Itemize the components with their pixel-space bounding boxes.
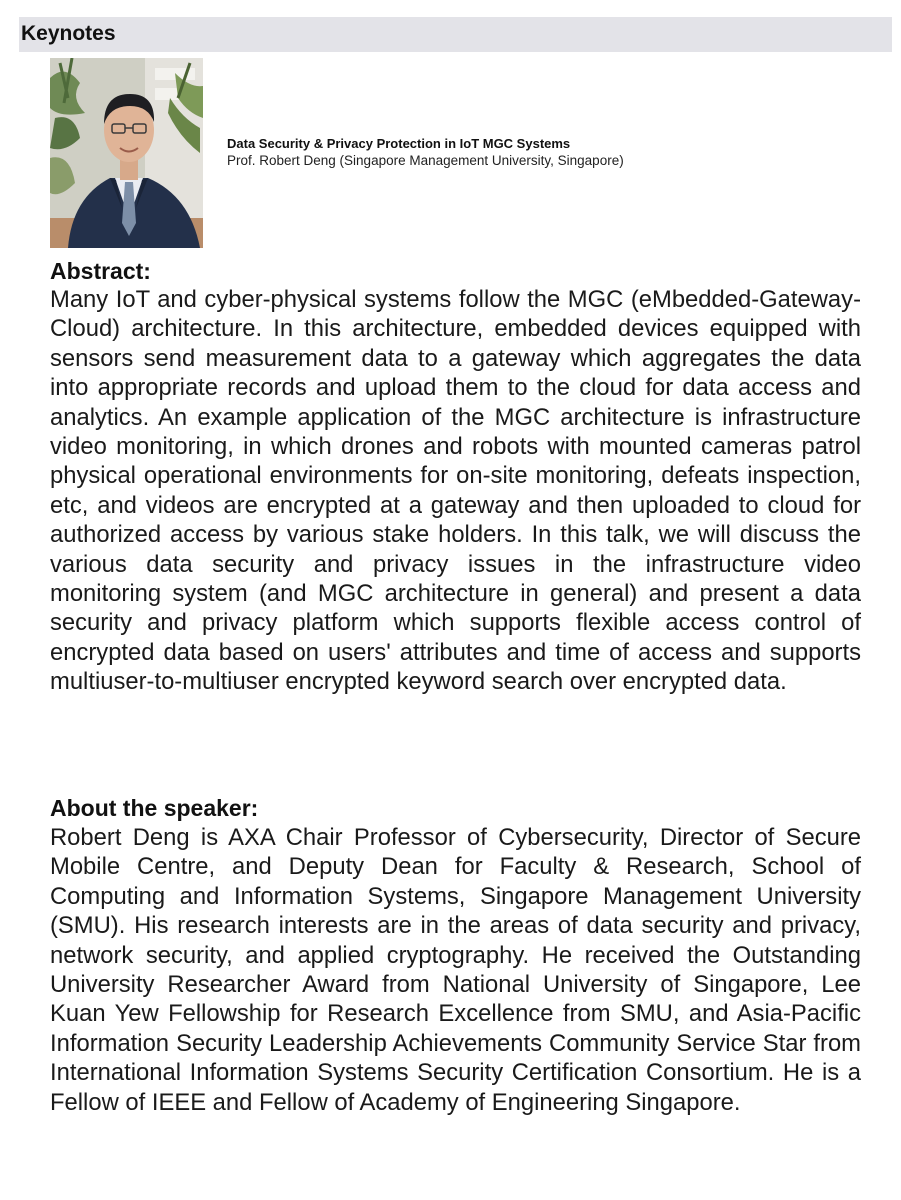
abstract-text: Many IoT and cyber-physical systems follow the MGC (eMbedded-Gateway-Cloud) architecture. In this architecture, embedded devices equipped with sensors send measurement data to a gateway which aggregates the data into appropriate records and upload them to the cloud for data access and analytics. An example application of the MGC architecture is infrastructure video monitoring, in which drones and robots with mounted cameras patrol physical operational environments for on-site monitoring, defeats inspection, etc, and videos are encrypted at a gateway and then uploaded to cloud for authorized access by various stake holders. In this talk, we will discuss the various data security and privacy issues in the infrastructure video monitoring system (and MGC architecture in general) and present a data security and privacy platform which supports flexible access control of encrypted data based on users' attributes and time of access and supports multiuser-to-multiuser encrypted keyword search over encrypted data. — [50, 286, 861, 696]
talk-meta — [227, 135, 887, 169]
abstract-heading: Abstract: — [50, 258, 151, 284]
talk-speaker: Prof. Robert Deng (Singapore Management University, Singapore) — [227, 153, 624, 168]
speaker-photo — [50, 58, 203, 248]
about-speaker-heading: About the speaker: — [50, 795, 259, 821]
speaker-portrait-icon — [50, 58, 203, 248]
speaker-bio-text: Robert Deng is AXA Chair Professor of Cybersecurity, Director of Secure Mobile Centre, and Deputy Dean for Faculty & Research, School of Computing and Information Systems, Singapore Management University (SMU). His research interests are in the areas of data security and privacy, network security, and applied cryptography. He received the Outstanding University Researcher Award from National University of Singapore, Lee Kuan Yew Fellowship for Research Excellence from SMU, and Asia-Pacific Information Security Leadership Achievements Community Service Star from International Information Systems Security Certification Consortium. He is a Fellow of IEEE and Fellow of Academy of Engineering Singapore. — [50, 824, 861, 1116]
section-title: Keynotes — [21, 22, 116, 45]
talk-title: Data Security & Privacy Protection in IoT MGC Systems — [227, 136, 571, 151]
section-header-keynotes — [19, 17, 892, 52]
